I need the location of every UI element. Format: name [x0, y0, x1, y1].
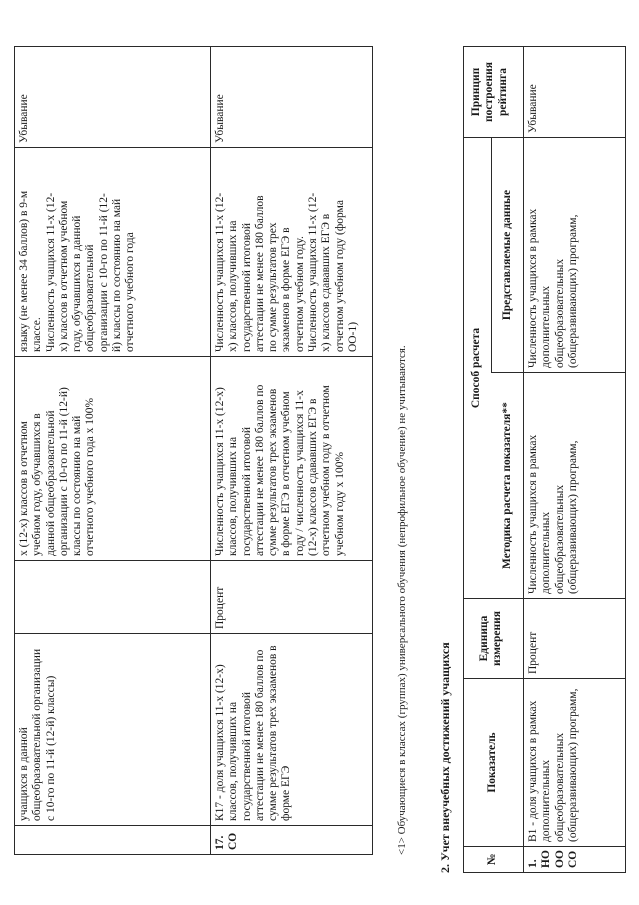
row17-principle: Убывание — [214, 94, 226, 143]
section-title: 2. Учет внеучебных достижений учащихся — [438, 642, 452, 873]
header-indicator: Показатель — [486, 732, 498, 793]
row-cont-num — [15, 826, 210, 854]
row17-indicator: К17 - доля учащихся 11-х (12-х) классов, получивших на государственной итоговой аттестации не менее 180 баллов по сумме результатов трех экзаменов в форме ЕГЭ — [214, 645, 293, 821]
row1-num: 1. НО ОО СО — [527, 850, 579, 868]
row-cont-unit — [15, 561, 210, 633]
header-method-group: Способ расчета — [470, 327, 482, 409]
row1-unit: Процент — [527, 631, 539, 674]
row17-data: Численность учащихся 11-х (12- х) классов, получивших на государственной итоговой аттестации не менее 180 баллов по сумме результатов трех экзаменов в форме ЕГЭ в отчетном учебном году. Численность учащихся 11-х (12- х) классов сдававших ЕГЭ в отчетном учебном году (форма ОО-1) — [214, 192, 359, 352]
row-cont-principle: Убывание — [18, 94, 30, 143]
row17-unit: Процент — [214, 586, 226, 629]
footnote: <1> Обучающиеся в классах (группах) универсального обучения (непрофильное обучение) не учитываются. — [396, 345, 408, 855]
row1-principle: Убывание — [527, 84, 539, 133]
row-cont-data: языку (не менее 34 баллов) в 9-м классе. Численность учащихся 11-х (12- х) классов в отчетном учебном году, обучавшихся в данной общеобразовательной организации с 10-го по 11-й (12- й) классы по состоянию на май отчетного учебного года — [18, 190, 137, 352]
row1-indicator: В1 - доля учащихся в рамках дополнительных общеобразовательных (общеразвивающих) программ, — [527, 688, 579, 842]
header-unit: Единица измерения — [478, 611, 504, 666]
header-num: № — [486, 853, 498, 866]
header-principle: Принцип построения рейтинга — [470, 62, 509, 122]
row1-method: Численность учащихся в рамках дополнительных общеобразовательных (общеразвивающих) программ, — [527, 434, 579, 594]
row17-method: Численность учащихся 11-х (12-х) классов, получивших на государственной итоговой аттестации не менее 180 баллов по сумме результатов трех экзаменов в форме ЕГЭ в отчетном учебном году / численность учащихся 11-х (12-х) классов сдававших ЕГЭ в отчетном учебном году в отчетном учебном году х 100% — [214, 384, 346, 556]
row17-num: 17. СО — [214, 832, 240, 850]
row-cont-indicator: учащихся в данной общеобразовательной организации с 10-го по 11-й (12-й) классы) — [18, 648, 57, 821]
header-data: Представляемые данные — [501, 189, 513, 321]
row-cont-method: х (12-х) классов в отчетном учебном году, обучавшихся в данной общеобразовательной организации с 10-го по 11-й (12-й) классы по состоянию на май отчетного учебного года х 100% — [18, 387, 97, 556]
row1-data: Численность учащихся в рамках дополнительных общеобразовательных (общеразвивающих) программ, — [527, 208, 579, 368]
header-method: Методика расчета показателя** — [501, 402, 513, 569]
